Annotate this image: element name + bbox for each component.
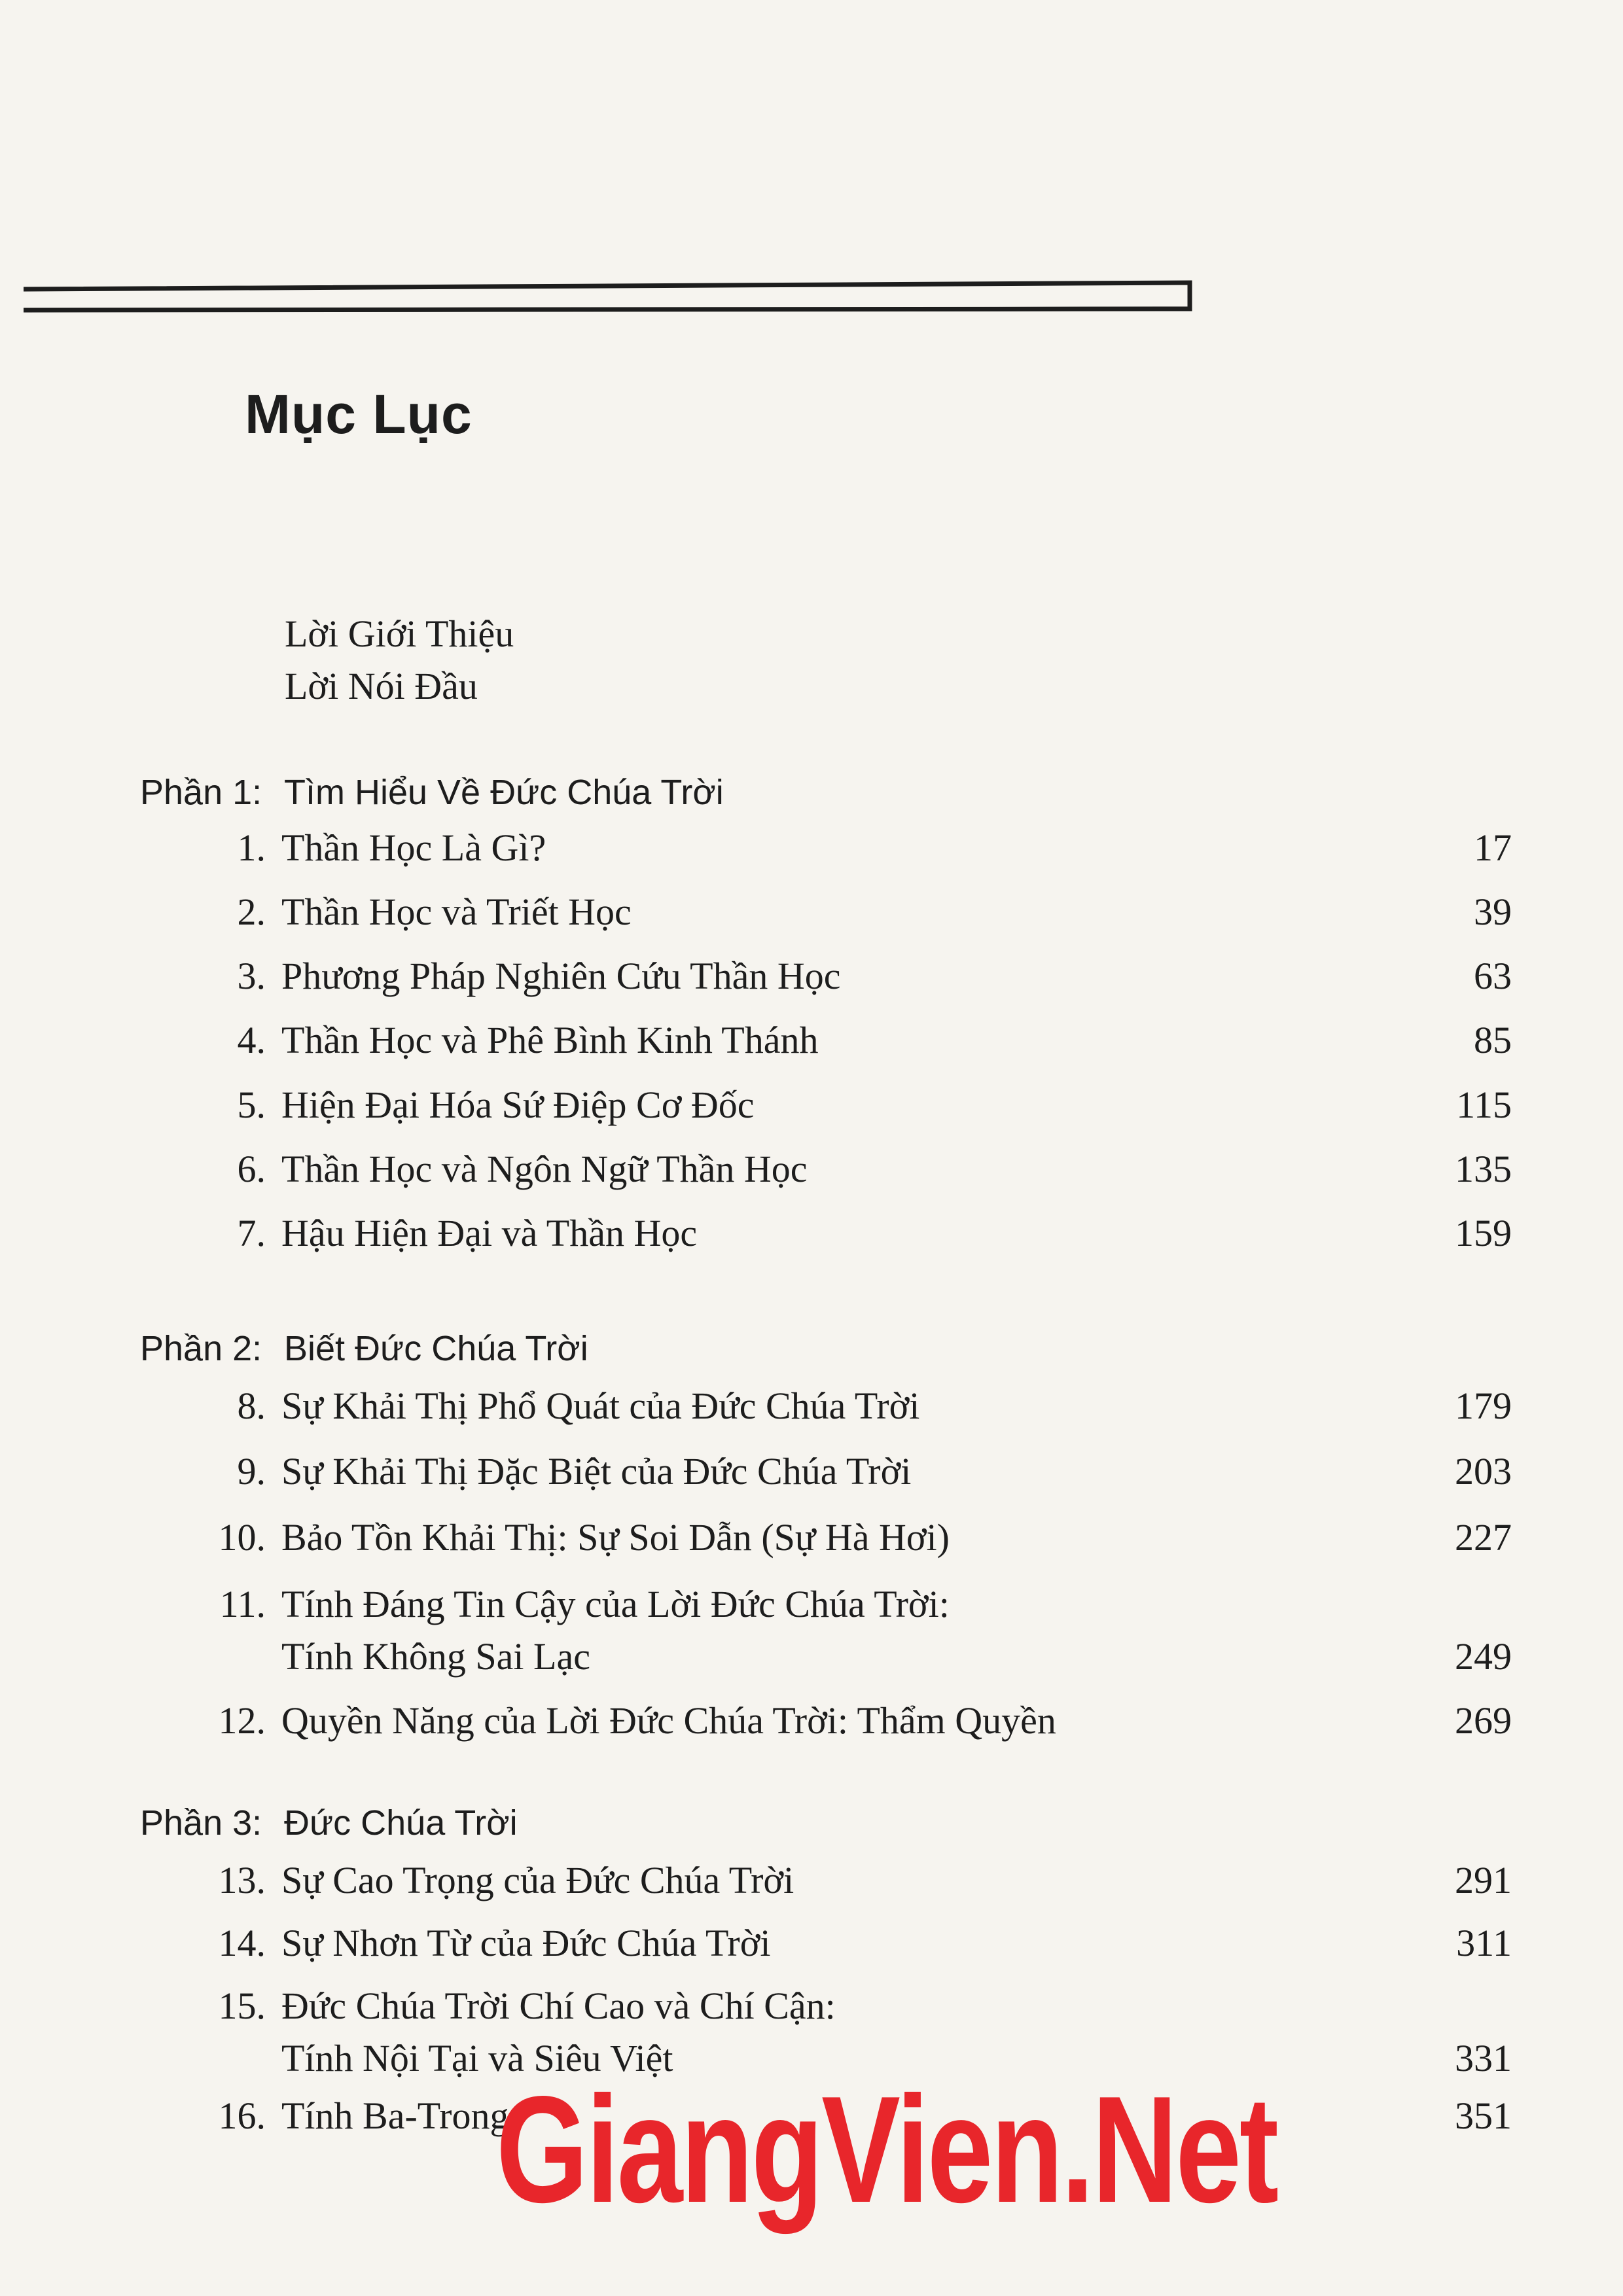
page-number: 227 [1455, 1516, 1512, 1559]
toc-entry[interactable] [144, 1083, 1512, 1135]
chapter-title: Sự Cao Trọng của Đức Chúa Trời [281, 1859, 794, 1901]
chapter-title: Thần Học Là Gì? [281, 826, 546, 869]
toc-entry[interactable] [144, 1147, 1512, 1199]
chapter-number: 14. [218, 1922, 266, 1964]
page-number: 63 [1474, 955, 1512, 997]
chapter-number: 10. [218, 1516, 266, 1559]
chapter-number: 11. [219, 1583, 266, 1625]
chapter-number: 3. [237, 955, 266, 997]
page-number: 39 [1474, 891, 1512, 933]
page-number: 331 [1455, 2037, 1512, 2079]
chapter-number: 9. [237, 1450, 266, 1492]
chapter-number: 2. [237, 891, 266, 933]
chapter-title: Sự Khải Thị Đặc Biệt của Đức Chúa Trời [281, 1450, 912, 1492]
part-heading-3 [140, 1803, 518, 1843]
chapter-number: 6. [237, 1148, 266, 1190]
page-number: 159 [1455, 1212, 1512, 1254]
chapter-number: 8. [237, 1385, 266, 1427]
header-rule [24, 280, 1194, 313]
page-title: Mục Lục [245, 383, 473, 445]
front-matter-introduction[interactable]: Lời Giới Thiệu [285, 612, 514, 655]
toc-entry[interactable] [144, 1449, 1512, 1502]
toc-entry[interactable] [144, 826, 1512, 878]
toc-entry[interactable] [144, 1921, 1512, 1973]
page-number: 249 [1455, 1635, 1512, 1678]
page-number: 269 [1455, 1699, 1512, 1742]
toc-entry[interactable] [144, 1984, 1512, 2079]
part-title: Đức Chúa Trời [284, 1803, 518, 1843]
part-title: Biết Đức Chúa Trời [284, 1329, 588, 1368]
chapter-title-continued: Tính Không Sai Lạc [281, 1635, 590, 1678]
page-number: 179 [1455, 1385, 1512, 1427]
chapter-title-continued: Tính Nội Tại và Siêu Việt [281, 2037, 673, 2079]
toc-entry[interactable] [144, 954, 1512, 1006]
chapter-number: 1. [237, 826, 266, 869]
chapter-title: Hậu Hiện Đại và Thần Học [281, 1212, 698, 1254]
toc-entry[interactable] [144, 1858, 1512, 1911]
part-label: Phần 1: [140, 773, 262, 812]
page-number: 17 [1474, 826, 1512, 869]
part-heading-1 [140, 772, 724, 813]
part-title: Tìm Hiểu Về Đức Chúa Trời [284, 773, 724, 812]
chapter-title: Thần Học và Triết Học [281, 891, 632, 933]
page-number: 85 [1474, 1019, 1512, 1061]
chapter-title: Quyền Năng của Lời Đức Chúa Trời: Thẩm Quyền [281, 1699, 1056, 1742]
chapter-title: Đức Chúa Trời Chí Cao và Chí Cận: [281, 1985, 836, 2027]
chapter-number: 12. [218, 1699, 266, 1742]
toc-entry[interactable] [144, 1582, 1512, 1678]
chapter-title: Thần Học và Ngôn Ngữ Thần Học [281, 1148, 808, 1190]
toc-entry[interactable] [144, 1384, 1512, 1436]
chapter-title: Tính Ba-Trong [281, 2094, 509, 2137]
part-label: Phần 2: [140, 1329, 262, 1368]
toc-entry[interactable] [144, 1211, 1512, 1263]
chapter-number: 16. [218, 2094, 266, 2137]
toc-entry[interactable] [144, 890, 1512, 942]
chapter-title: Phương Pháp Nghiên Cứu Thần Học [281, 955, 841, 997]
page-number: 351 [1455, 2094, 1512, 2137]
toc-entry[interactable] [144, 1699, 1512, 1751]
chapter-number: 4. [237, 1019, 266, 1061]
page-number: 203 [1455, 1450, 1512, 1492]
chapter-number: 5. [237, 1084, 266, 1126]
page-number: 135 [1455, 1148, 1512, 1190]
page-number: 311 [1456, 1922, 1512, 1964]
front-matter-preface[interactable]: Lời Nói Đầu [285, 665, 478, 707]
chapter-number: 15. [218, 1985, 266, 2027]
chapter-title: Sự Nhơn Từ của Đức Chúa Trời [281, 1922, 771, 1964]
chapter-title: Bảo Tồn Khải Thị: Sự Soi Dẫn (Sự Hà Hơi) [281, 1516, 950, 1559]
toc-entry[interactable] [144, 1018, 1512, 1070]
chapter-number: 13. [218, 1859, 266, 1901]
part-label: Phần 3: [140, 1803, 262, 1843]
page-number: 115 [1456, 1084, 1512, 1126]
page-number: 291 [1455, 1859, 1512, 1901]
toc-entry[interactable] [144, 1515, 1512, 1568]
chapter-title: Thần Học và Phê Bình Kinh Thánh [281, 1019, 819, 1061]
chapter-title: Hiện Đại Hóa Sứ Điệp Cơ Đốc [281, 1084, 755, 1126]
watermark-logo: GiangVien.Net [496, 2065, 1277, 2234]
chapter-number: 7. [237, 1212, 266, 1254]
chapter-title: Tính Đáng Tin Cậy của Lời Đức Chúa Trời: [281, 1583, 950, 1625]
part-heading-2 [140, 1328, 588, 1369]
chapter-title: Sự Khải Thị Phổ Quát của Đức Chúa Trời [281, 1385, 920, 1427]
